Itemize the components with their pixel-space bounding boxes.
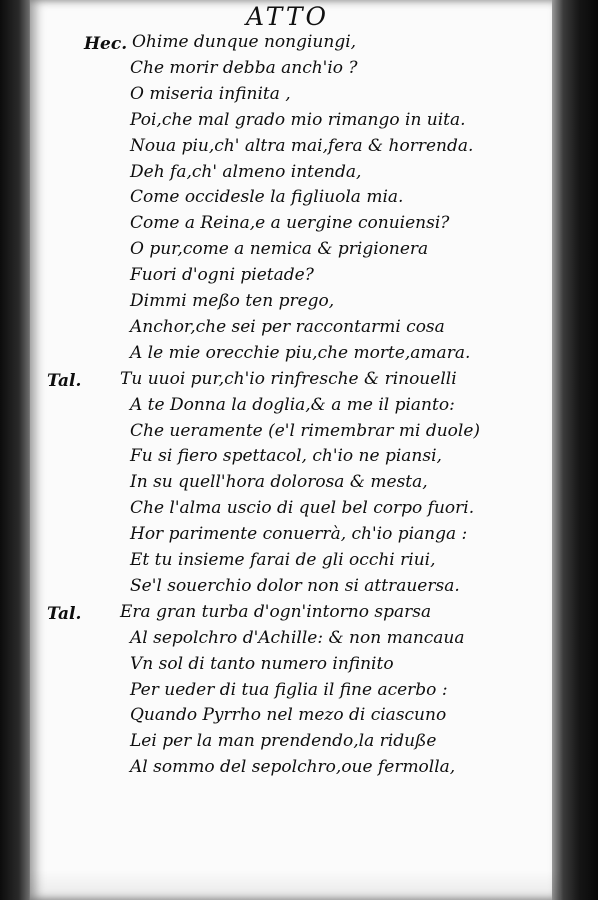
verse-line: Vn sol di tanto numero infinito [130, 653, 394, 674]
verse-line: Quando Pyrrho nel mezo di ciascuno [130, 705, 447, 726]
verse-line: Noua piu,ch' altra mai,fera & horrenda. [130, 135, 474, 156]
verse-line: Dimmi meßo ten prego, [130, 291, 335, 311]
verse-line: Lei per la man prendendo,la riduße [130, 731, 437, 752]
verse-line: Et tu insieme farai de gli occhi riui, [130, 550, 436, 570]
verse-line: Al sepolchro d'Achille: & non mancaua [130, 627, 465, 648]
verse-line: A te Donna la doglia,& a me il pianto: [130, 394, 455, 415]
verse-line: O pur,come a nemica & prigionera [130, 239, 429, 260]
speaker-label: Tal. [47, 370, 82, 391]
verse-line: In su quell'hora dolorosa & mesta, [130, 472, 428, 493]
verse-line: Hor parimente conuerrà, ch'io pianga : [130, 524, 468, 545]
verse-line: Fu si fiero spettacol, ch'io ne piansi, [130, 446, 442, 467]
verse-line: A le mie orecchie piu,che morte,amara. [130, 342, 471, 363]
verse-line: Per ueder di tua figlia il fine acerbo : [130, 679, 448, 700]
verse-line: O miseria infinita , [130, 83, 291, 104]
verse-line: Che l'alma uscio di quel bel corpo fuori. [130, 498, 475, 519]
verse-line: Al sommo del sepolchro,oue fermolla, [130, 757, 456, 778]
verse-line: Anchor,che sei per raccontarmi cosa [130, 316, 445, 337]
verse-line: Che ueramente (e'l rimembrar mi duole) [130, 420, 481, 441]
verse-line: Deh fa,ch' almeno intenda, [130, 161, 362, 182]
verse-line: Ohime dunque nongiungi, [132, 32, 357, 52]
speaker-label: Hec. [84, 34, 128, 54]
verse-line: Come occidesle la figliuola mia. [130, 187, 404, 208]
verse-line: Era gran turba d'ogn'intorno sparsa [120, 601, 432, 622]
verse-line: Che morir debba anch'io ? [130, 57, 358, 78]
speaker-label: Tal. [47, 603, 82, 624]
verse-line: Tu uuoi pur,ch'io rinfresche & rinouelli [120, 368, 457, 389]
verse-line: Come a Reina,e a uergine conuiensi? [130, 213, 450, 234]
verse-line: Poi,che mal grado mio rimango in uita. [130, 109, 466, 130]
running-head: ATTO [246, 2, 329, 31]
verse-line: Fuori d'ogni pietade? [130, 265, 314, 286]
verse-line: Se'l souerchio dolor non si attrauersa. [130, 575, 460, 596]
